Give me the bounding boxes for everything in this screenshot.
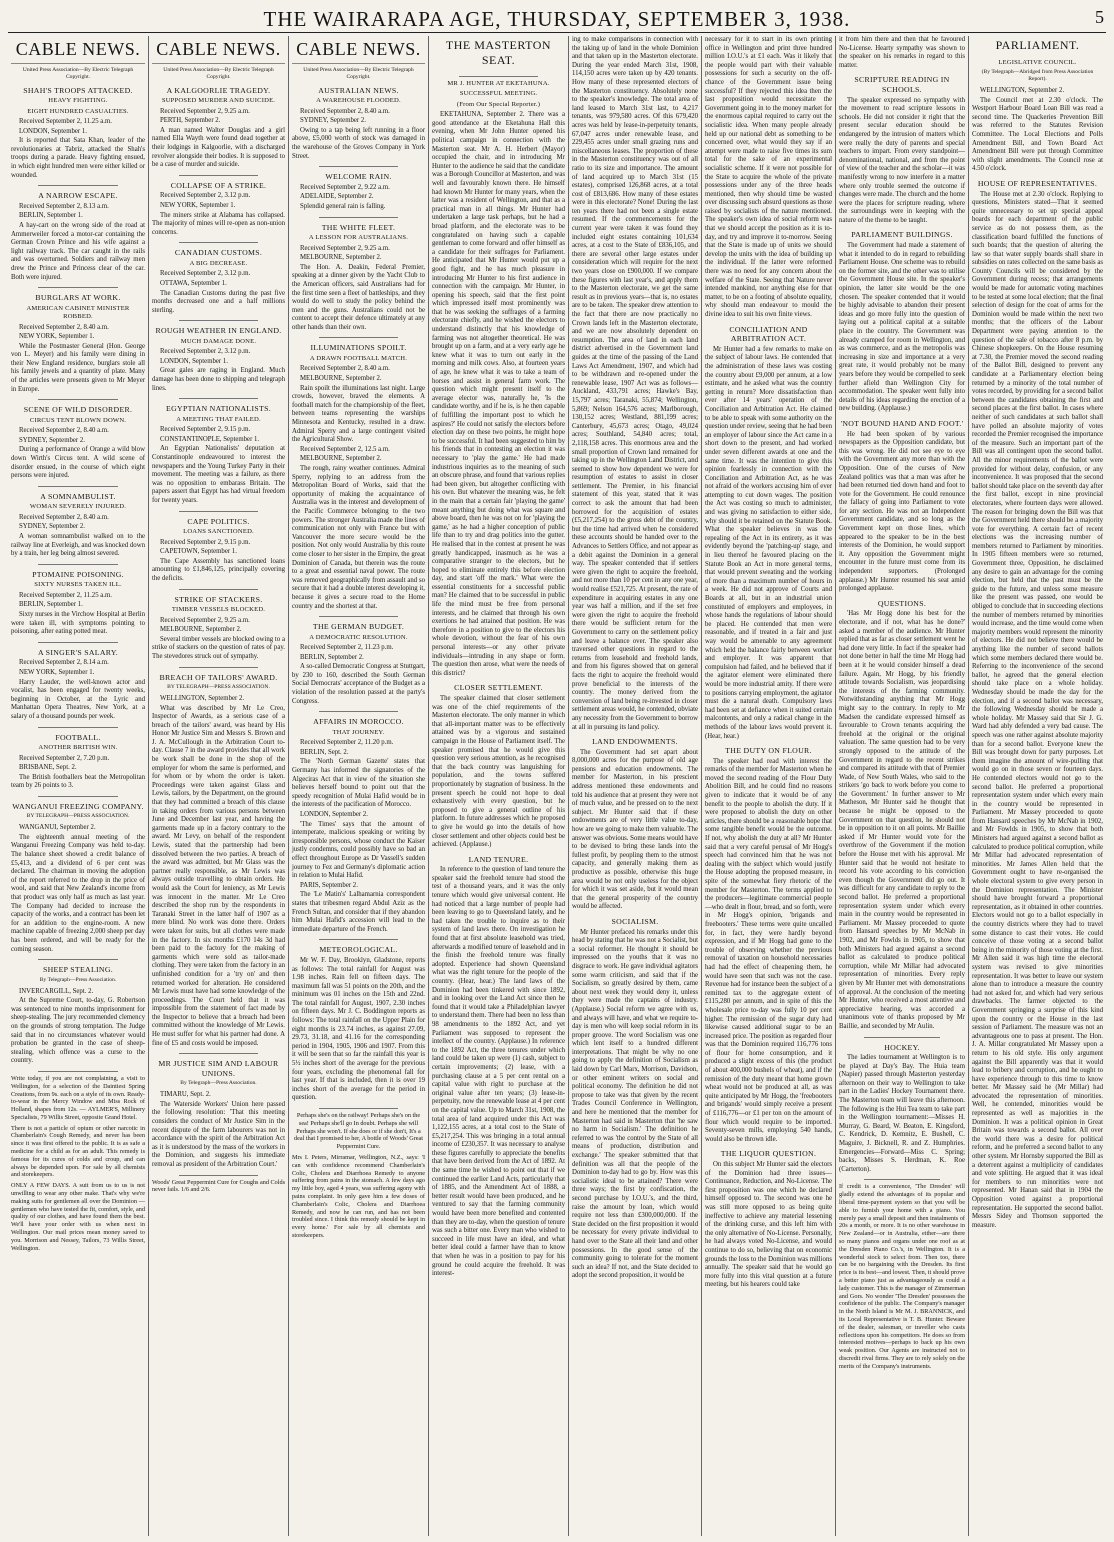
place-line: SYDNEY, September 2. — [300, 117, 366, 125]
place-line: CONSTANTINOPLE, September 1. — [160, 435, 260, 443]
divider — [319, 337, 399, 338]
article-heading: FOOTBALL. — [55, 732, 101, 742]
article-subheading: A DEMOCRATIC RESOLUTION. — [309, 633, 408, 641]
article-heading: METEOROLOGICAL. — [319, 945, 398, 955]
article-heading: WANGANUI FREEZING COMPANY. — [12, 801, 144, 811]
article-heading: A NARROW ESCAPE. — [38, 191, 118, 201]
place-line: MELBOURNE, September 2. — [300, 375, 382, 383]
article-body: EKETAHUNA, September 2. There was a good attendance at the Eketahuna Hall this evening, when Mr John Hunter opened his political campaign in connection with the Masterton seat. Mr A. H. Herbert (Mayor) occupied the chair, and in introducing Mr Hunter to the audience he said that the candidate was a Borough Councillor at Masterton, and was well and favourably known there. He himself had known Mr Hunter for many years, when the latter was a resident of Wellington, and that as a practical man in all things. Mr Hunter had undertaken a large task perhaps, but he had a broad platform, and the electorate was to be congratulated on having such a capable gentleman to come forward and offer himself as a candidate for their suffrages for Parliament. He anticipated that Mr Hunter would put up a good fight, and he has much pleasure in introducing Mr Hunter to his first audience in connection with the campaign. Mr Hunter, in opening his speech, said that the first point which impressed itself most prominently was that he was seeking the suffrages of a farming electorate chiefly, and he wished the electors to understand distinctly that his knowledge of farming was not altogether theoretical. He was brought up on a farm, and at a very early age he knew what it was to turn out early in the morning and milk cows. Also, at fourteen years of age, he knew what it was to take a team of horses and assist in general farm work. The question which might present itself to the average elector was, naturally he, 'Is the candidate worthy, and if he is, is he then capable of fulfilling the important post to which he aspires?' He could not satisfy the electors before election day on these two points, he might hope to be successful. It had been suggested to him by his friends that in contesting an election it was necessary to 'play the game.' He had made industrious inquiries as to the meaning of such an obscure phrase, and found that various replies had been given, but altogether conflicting with his own. But whatever the meaning was, he felt in the main that a certain fair 'playing the game' meant anything but doing what was square and above board, then he was not on for 'playing the game,' as he had a higher conception of public life than to try and drag politics into the gutter. He realised that in the contest at present he was greatly handicapped, inasmuch as he was a comparative stranger to the electors, but he hoped to eliminate entirely this before election day, and start 'off the mark.' What were the essential constituents for a successful public man? He claimed that to be successful in public life the mind must be free from personal interests, and he claimed that through his own exertions he had attained that position. He was therefore in a position to give to the electors his whole devotion, without the fear of his own personal interests—or any other private individuals—intruding in any shape or form. The question then arose, what were the needs of this district? — [432, 111, 565, 677]
dateline: Received September 2, 8.40 a.m. — [19, 513, 109, 521]
dateline: Received September 2, 8.40 a.m. — [19, 323, 109, 331]
article-heading: MR JUSTICE SIM AND LABOUR UNIONS. — [158, 1059, 279, 1078]
article-body: ing to make comparisons in connection with the taking up of land in the whole Dominion and that taken up in the Masterton electorate. During the year ended March 31st, 1908, 114,150 acres were taken up by 420 tenants. How many of these represented electors of the Masterton constituency. Absolutely none to the speaker's knowledge. The total area of land leased to March 31st last, to 4,217 tenants, was 979,580 acres. Of this 679,420 acres was held by lease-in-perpetuity tenants, 67,047 acres under renewable lease, and 229,455 acres under small grazing runs and miscellaneous leases. The proportion of these in the Masterton constituency was out of all ratio to its size and importance. The amount of land acquired up to March 31st (15 estates), comprised 126,868 acres, at a total cost of £813,686. How many of these estates were in this electorate? None! During the last ten years there had not been a single estate resumed. If the commencements for the current year were taken it was found they included eight estates containing 101,634 acres, at a cost to the State of £836,105, and there are several other large estates under consideration which will require for the next two years close on £900,000. If we compare these figures with last year's, and apply them to the Masterton electorate, we get the same result as in previous years—that is, no estates are to be taken. The speaker drew attention to the fact that there are now practically no Crown lands left in the Masterton electorate, and we are now absolutely dependent on resumption. The area of land in each land district advertised in the Government land guides at the time of the passing of the Land Laws Act Amendment, 1907, and which had to be withdrawn and re-opened under the renewable lease, 1907 Act was as follows—Auckland, 433,791 acres; Hawke's Bay, 15,797 acres; Taranaki, 55,874; Wellington, 5,869; Nelson 164,576 acres; Marlborough, 130,152 acres; Westland, 881,199 acres; Canterbury, 45,673 acres; Otago, 49,024 acres; Southland, 54,840 acres; total, 2,118,158 acres. This enormous area and the small proportion of Crown land remained for taking up in the Wellington Land District, and seemed to show how dependent we were for resumption of estates to assist in closer settlement. The Premier, in his financial statement of this year, stated that it was correct to ask the amount that had been borrowed for the acquisition of estates (£5,217,254) to the gross debt of the country, but the time had arrived when he considered these accounts should be handed over to the Advances to Settlers Office, and not appear as a debit against the Dominion in a general way. The speaker contended that if settlers were given the right to acquire the freehold, and not more than 10 per cent in any one year, would realise £521,725. At present, the rate of expenditure in acquiring estates in any one year was half a million, and if the set free were given the right to acquire the freehold there would be sufficient return for the Government to carry on the settlement policy and leave a balance over. The speaker also traversed other questions in regard to the returns from leasehold and freehold lands, and from his figures showed that on general facts the right to acquire the freehold would prove beneficial to the interests of the country. The money derived from the conversion of land being re-invested in closer settlement areas would, he contended, obviate any necessity from the Government to borrow at all in pursuing its land policy. — [572, 36, 698, 731]
article-body: A man named Walter Douglas and a girl named Ella Wayth were found dead together at their lodgings in Kalgoorlie, with a discharged revolver alongside their bodies. It is supposed to be a case of murder and suicide. — [152, 126, 285, 169]
divider — [319, 711, 399, 712]
divider — [38, 486, 118, 487]
article-heading: CANADIAN CUSTOMS. — [174, 248, 263, 258]
place-line: WELLINGTON, September 2. — [160, 694, 245, 702]
place-line: MELBOURNE, September 2. — [300, 455, 382, 463]
column-cable-news-3 — [289, 36, 429, 1536]
article-body: Sixty nurses in the Virchow Hospital at Berlin were taken ill, with symptoms pointing to poisoning, after eating potted meat. — [11, 610, 145, 636]
article-subheading: THAT JOURNEY. — [332, 728, 385, 736]
article-heading: WELCOME RAIN. — [325, 172, 392, 182]
divider — [459, 76, 539, 77]
dateline: Received September 2, 9.15 p.m. — [160, 426, 251, 434]
dateline: Received September 2, 8.13 a.m. — [19, 202, 109, 210]
dateline: Received September 2, 3.12 p.m. — [160, 348, 251, 356]
divider — [38, 796, 118, 797]
article-heading: ILLUMINATIONS SPOILT. — [310, 343, 407, 353]
article-body: In reference to the question of land tenure the speaker said the freehold tenure had stood the test of a thousand years, and it was the only tenure which would give universal content. He had noticed that a large number of people had been leaving to go to Queensland lately, and he had taken the trouble to inquire as to their system of land laws there. On investigation he found that at first absolute leasehold was tried, afterwards a modified tenure of leasehold and in the finish the freehold tenure was finally adopted. Experience had shown Queensland what was the right tenure for the people of the country. (Hear, hear.) The land laws of the Dominion had been tinkered with since 1892, and in looking over the Land Act since then he found that it would take a Philadelphian lawyer to understand them. There had been no less than 98 amendments to the 1892 Act, and yet Parliament was supposed to represent the intellect of the country. (Applause.) In reference to the 1892 Act, the three tenures under which land could be taken up were (1) cash, subject to certain improvements; (2) lease, with a purchasing clause at a 5 per cent rental on a capital value with right to purchase at the original value after ten years; (3) lease-in-perpetuity, now the renewable lease at 4 per cent on the capital value. Up to March 31st, 1908, the total area of land acquired under this Act was 1,122,155 acres, at a total cost to the State of £5,217,254. This was bringing in a total annual income of £230,357. It was necessary to analyse these figures carefully to appreciate the benefits that have been derived from the Act of 1892. At the same time he wished to point out that if we continued the earlier Land Acts, particularly that of 1885, and the Amendment Act of 1888, a better result would have been produced, and he ventured to say that the farming community would have been more benefited and contented than they are to-day, when the question of tenure was such a bitter one. Every man who wished to succeed in life must have an ideal, and what better ideal could a farmer have than to know that when he was in a position to pay for his ground he could acquire the freehold. It was interest- — [432, 866, 565, 1278]
dateline: Received September 2, 11.20 p.m. — [300, 739, 394, 747]
article-body: The Government had made a statement of what it intended to do in regard to rebuilding Parliament House. One scheme was to rebuild on the former site, and the other was to utilise the Government House site. In the speaker's opinion, the latter site would be the one chosen. The speaker contended that it would be highly advisable to abandon their present ideas and go more fully into the question of laying out a political capital at a suitable place in the country. The Government was already cramped for room in Wellington, and as was commerce, and as the metropolis was increasing in size and importance at a very great rate, it would probably not be many years before they would be compelled to seek further afield than Wellington City for accommodation. The speaker went fully into details of his ideas regarding the erection of a new building. (Applause.) — [839, 242, 965, 413]
divider — [179, 175, 259, 176]
column-cable-news-2 — [149, 36, 289, 1536]
article-body: The Canadian Customs during the past five months decreased one and a half millions sterling. — [152, 289, 285, 314]
place-line: LONDON, September 1. — [19, 127, 87, 135]
article-heading: HOCKEY. — [884, 1042, 920, 1052]
section-heading: 'NOT BOUND HAND AND FOOT.' — [840, 418, 964, 428]
divider — [38, 287, 118, 288]
article-body: The 'North German Gazette' states that Germany has informed the signatories of the Algeciras Act that in view of the situation she believes herself bound to point out that the speedy recognition of Mulai Hafid would be in the interests of the pacification of Morocco. — [292, 758, 425, 809]
divider — [864, 1037, 940, 1038]
article-body: The Hon. A. Deakin, Federal Premier, speaking at a dinner given by the Yacht Club to the American officers, said Australians had for the first time seen a fleet of battleships, and they would do well to study the policy behind the men and the guns. Australians could not be content to accept their defence ultimately at any other hands than their own. — [292, 263, 425, 331]
article-body: It is reported that Sata Khan, leader of the revolutionaries at Tabriz, attacked the Shah's troops during a parade. Heavy fighting ensued, in which eight hundred men were either killed or wounded. — [11, 137, 145, 179]
dateline: Received September 2, 11.25 a.m. — [19, 591, 112, 599]
place-line: WANGANUI, September 2. — [19, 824, 96, 832]
article-body: Owing to a tap being left running in a floor above, £5,000 worth of stock was damaged in the warehouse of the Groves Company in York Street. — [292, 126, 425, 160]
article-body: On this subject Mr Hunter said the electors of the Dominion had three issues—Continuance, Reduction, and No-License. The first proposition was one which he declared himself opposed to. The second was one he was still more opposed to as being quite ineffective to achieve any material lessening of the drinking curse, and this left him with the only alternative of No-License. Personally, he had always voted No-License, and would continue to do so, believing that on economic grounds the loss to the Dominion was millions annually. The speaker said that he would go more fully into this vital question at a future meeting, but his hearers could take — [705, 1161, 832, 1289]
divider — [38, 1071, 118, 1072]
column-title: CABLE NEWS. — [152, 38, 285, 64]
dateline: Received September 2, 9.15 p.m. — [160, 538, 251, 546]
place-line: TIMARU, Sept. 2. — [160, 1091, 211, 1099]
place-line: WELLINGTON, September 2. — [980, 87, 1065, 94]
section-heading: LAND TENURE. — [468, 854, 529, 864]
article-subheading: SUCCESSFUL MEETING. — [459, 90, 538, 98]
dateline: Received September 2, 8.14 a.m. — [19, 659, 109, 667]
advertisement: ONLY A FEW DAYS. A suit from us to us is not unwilling to wear any other make. That's why we're making suits for gentlemen all over the Dominion — gentlemen who have tested the fit, comfort, style, and quality of our clothes, and have found them the best. We'll have your order with us when next in Wellington. Our mail prices mean money saved to you. Morrison and Nessey, Tailors, 73 Willis Street, Wellington. — [11, 1182, 145, 1252]
article-body: The British footballers beat the Metropolitan team by 26 points to 3. — [11, 773, 145, 790]
divider — [179, 1175, 259, 1176]
article-body: An Egyptian Nationalists' deputation at Constantinople endeavoured to interest the newspapers and the Young Turkey Party in their movement. The meeting was a failure, as there was no opposition to embarass Britain. The papers assert that Egypt has had virtual freedom for twenty years. — [152, 445, 285, 504]
article-body: 'The Times' says that the amount of intemperate, malicious speaking or writing by irresponsible persons, whose conduct the Kaiser justly condemns, could possibly have so bad an effect throughout Europe as Dr Vassell's sudden journey to Fez and Germany's diplomatic action in relation to Mulai Hafid. — [292, 820, 425, 880]
place-line: BERLIN, Sept. 2. — [300, 748, 349, 756]
advertisement: Write today, if you are not complaining, a visit to Wellington, for a selection of the Daintiest Spring Creations, from 9s. each on a style of its own. Ready-to-wear in the Mercy Window and Miss Rock of Holland, shapes from 12s. — AYLMER'S, Millinery Specialists, 79 Willis Street, opposite Grand Hotel. — [11, 1074, 145, 1121]
article-subheading: LOANS SANCTIONED. — [183, 528, 254, 536]
place-line: LONDON, September 1. — [160, 357, 228, 365]
article-heading: A KALGOORLIE TRAGEDY. — [166, 85, 271, 95]
article-body: While the Postmaster General (Hon. George von L. Meyer) and his family were dining in their New England residence, burglars stole all his family jewels and a quantity of plate. Many of the articles were presents given to Mr Meyer in Europe. — [11, 342, 145, 393]
divider — [179, 320, 259, 321]
article-body: He had been spoken of by various newspapers as the Opposition candidate, but this was wrong. He did not see eye to eye with the Government any more than with the Opposition. One of the curses of New Zealand politics was that a man was after he had been returned tied down hand and foot to vote for the Government. He could renounce the fallacy of going into Parliament to vote for any section. He was not an Independent Government candidate, and so long as the Government kept on those lines, which appeared to the speaker to be in the best interests of the Dominion, he would support it. Any opposition the Government might encounter in the future must come from its independent supporters. (Prolonged applause.) Mr Hunter resumed his seat amid prolonged applause. — [839, 430, 965, 593]
article-body: The Council met at 2.30 o'clock. The Westport Harbour Board Loan Bill was read a second time. The Quackeries Prevention Bill was referred to the Statutes Revision Committee. The Local Elections and Polls Amendment Bill, and Town Board Act Amendment Bill were put through Committee with slight amendments. The Council rose at 4.50 o'clock. — [972, 96, 1103, 173]
article-body: Mr Hunter prefaced his remarks under this head by stating that he was not a Socialist, but a social reformer. He thought it should be impressed on the youths that it was no disgrace to work. He gave individual agitators some warm criticism, and said that if the Socialism, so greatly desired by them, came about next week they would deny it, unless they were made the captains of industry. (Applause.) Social reform we agree with us, and always will have, and what we require to-day is men who will keep social reform in its proper groove. The word Socialism was one which lent itself to a hundred different interpretations. That might be why no one going to apply the definition of Socialism as laid down by Carl Marx, Morrison, Davidson, or other eminent writers on social and political economy. The definition he did not propose to take was that given by the recent Trades Council Conference in Wellington, and here he mentioned that the member for Masterton had said in Masterton that 'he saw no harm in Socialism.' The definition he referred to was 'the control by the State of all means of production, distribution and exchange.' The speaker submitted that that definition was all that the people of the Dominion to-day had to go by. How was this socialistic ideal to be attained? There were three ways; the first by confiscation, the second purchase by I.O.U.'s, and the third, raise the amount by loan, which would require not less than £300,000,000. If the State decided on the first proposition it would be necessary for every private individual to hand over to the State all their land and other possessions. In the good sense of the community going to tolerate for the moment such an idea? If not, and the State decided to adopt the second proposition, it would be — [572, 928, 698, 1280]
article-heading: STRIKE OF STACKERS. — [174, 594, 263, 604]
place-line: NEW YORK, September 1. — [160, 201, 236, 209]
section-heading: SOCIALISM. — [611, 916, 659, 926]
place-line: MELBOURNE, September 2. — [300, 254, 382, 262]
section-heading: HOUSE OF REPRESENTATIVES. — [977, 178, 1098, 188]
article-body: The eighteenth annual meeting of the Wanganui Freezing Company was held to-day. The balance sheet showed a credit balance of £5,413, and a dividend of 6 per cent was declared. The chairman in moving the adoption of the report referred to the drop in the price of wool, and said that New Zealand's income from that product was only half as much as last year. The Company had decided to increase the capacity of the works, and a contract has been let for an addition to the engine-room. A new machine capable of freezing 2,000 sheep per day has been ordered, and will be ready for the coming season. — [11, 833, 145, 953]
article-body: Rain spoilt the illuminations last night. Large crowds, however, braved the elements. A football match for the championship of the fleet, between teams representing the warships Minnesota and Kentucky, resulted in a draw. Admiral Sperry and a large contingent visited the Agricultural Show. — [292, 384, 425, 444]
dateline: Received September 2, 11.23 p.m. — [300, 644, 394, 652]
section-heading: PARLIAMENT BUILDINGS. — [851, 230, 953, 240]
masthead — [8, 6, 1106, 33]
article-heading: CAPE POLITICS. — [187, 516, 250, 526]
article-body: The speaker claimed that closer settlement was one of the chief requirements of the Masterton electorate. The only manner in which that all-important matter was to be effectively attained was by a vigorous and sustained campaign in the House of Parliament itself. The speaker promised that he would give this question very serious attention, as he recognised that the back country was languishing for population, and the towns suffered proportionately by stagnation of business. In the present speech he could not hope to deal exhaustively with every question, but he proposed to give a general outline of his platform. In future addresses which he proposed to give he would go into the details of how closer settlement and other objects could best be achieved. (Applause.) — [432, 695, 565, 849]
advertisement: Woods' Great Peppermint Cure for Coughs and Colds never fails. 1/6 and 2/6. — [152, 1178, 285, 1194]
page-number: 5 — [1095, 7, 1104, 27]
divider — [319, 166, 399, 167]
divider — [179, 589, 259, 590]
article-subheading: ANOTHER BRITISH WIN. — [38, 744, 118, 752]
article-heading: A SINGER'S SALARY. — [37, 647, 119, 657]
press-credit: (By Telegraph—Abridged from Press Association Report). — [981, 69, 1094, 83]
article-body: At the Supreme Court, to-day, G. Robertson was sentenced to nine months imprisonment for sheep-stealing. The jury recommended clemency on the grounds of strong temptation. The Judge said that in no circumstances whatever would probation be granted in the case of sheep-stealing, which offence was a curse to the country. — [11, 997, 145, 1065]
article-subheading: (From Our Special Reporter.) — [456, 100, 541, 108]
article-subheading: CIRCUS TENT BLOWN DOWN. — [29, 416, 127, 424]
article-heading: EGYPTIAN NATIONALISTS. — [166, 404, 271, 414]
column-title: CABLE NEWS. — [292, 38, 425, 64]
column-masterton-seat-cont-3 — [836, 36, 969, 1536]
article-subheading: A BIG DECREASE. — [189, 259, 248, 267]
dateline: Received September 2, 9.25 a.m. — [160, 616, 250, 624]
column-cable-news-1 — [8, 36, 149, 1536]
article-body: The speaker expressed no sympathy with the movement to read scripture lessons in schools. He did not consider it right that the present secular education should be endangered by the intrusion of matters which were really the duty of parents and special teachers to impart. From every standpoint—denominational, national, and from the point of view of the teacher and the scholar—it was manifestly wrong to now interfere in a matter where only trouble seemed the outcome if changes were made. The church and the home were the places for scripture reading, where the surroundings were in keeping with the nature of the theme to be taught. — [839, 96, 965, 224]
place-line: ADELAIDE, September 2. — [300, 193, 374, 201]
article-body: The speaker had read with interest the remarks of the member for Masterton when he moved the second reading of the Flour Duty Abolition Bill, and he could find no reasons given to indicate that it would be of any benefit to the people to abolish the duty. If it were proposed to abolish the duty on other articles, there should be a reasonable hope that some tangible benefit would be the outcome. If not, why abolish the duty at all? Mr Hunter said that a very careful perusal of Mr Hogg's speech had convinced him that he was not dealing with the subject which would justify the House adopting the proposed measure, in spite of the somewhat fiery rhetoric of the member for Masterton. The terms applied to the producers—legitimate commercial people—who dealt in flour, bread, and so forth, were in Mr Hogg's opinion, 'brigands and freebooters.' These terms were quite uncalled for, in fact, they were hardly beyond expression, and if Mr Hogg had gone to the trouble of observing whether the previous removal of taxation on household necessaries had had the effect of cheapening them, he would have seen that such was not the case. Revenue had for instance been the subject of a remitted tax to the aggregate extent of £115,280 per annum, and in spite of this the wholesale price to-day was fully 10 per cent higher. The remission of the sugar duty had likewise caused additional sugar to be an increased price. The position as regarded flour was that the Dominion required 116,776 tons of flour for home consumption, and it produced a slight excess of this (the product of about 400,000 bushels of wheat), and if the remission of the duty meant that home grown wheat would not be produced at all, as was quite anticipated by Mr Hogg, the 'freebooters and brigands' would simply receive a present of £116,776—or £1 per ton on the amount of flour which would require to be imported. Seventy-seven mills, employing 540 hands, would also be thrown idle. — [705, 757, 832, 1143]
column-masterton-seat — [429, 36, 569, 1536]
place-line: SYDNEY, September 2. — [19, 436, 85, 444]
place-line: OTTAWA, September 1. — [160, 279, 227, 287]
article-body: Harry Lauder, the well-known actor and vocalist, has been engaged for twenty weeks, beginning in October, at the Lyric and Manhattan Opera Theatres, New York, at a salary of a thousand pounds per week. — [11, 678, 145, 720]
divider — [319, 217, 399, 218]
dateline: Received September 2, 12.5 a.m. — [300, 445, 390, 453]
article-subheading: A MEETING THAT FAILED. — [176, 415, 261, 423]
section-heading: SCRIPTURE READING IN SCHOOLS. — [854, 75, 950, 94]
article-subheading: HEAVY FIGHTING. — [48, 97, 108, 105]
section-heading: QUESTIONS. — [877, 598, 927, 608]
dateline: Received September 2, 8.40 a.m. — [300, 365, 390, 373]
article-subheading: A WAREHOUSE FLOODED. — [316, 97, 401, 105]
article-heading: AFFAIRS IN MOROCCO. — [313, 717, 404, 727]
divider — [179, 667, 259, 668]
article-body: The rough, rainy weather continues. Admiral Sperry, replying to an address from the Metropolitan Board of Works, said that the opportunity of making the acquaintance of Australia was in the interest and development of the Pacific Commerce belonging to the two powers. The stronger Australia made the lines of communication not only with France but with Vancouver the more secure would be the position. Not only would Australia by this route come closer to her sister in the Empire, the great Dominion of Canada, but therein was the route to a great and essential naval power. The route was removed geographically from assault and so secure that it had a double interest developing it, because it gives a secure road to the Home country and the shortest at that. — [292, 465, 425, 610]
divider — [319, 616, 399, 617]
article-heading: ROUGH WEATHER IN ENGLAND. — [155, 326, 282, 336]
press-credit: BY TELEGRAPH—PRESS ASSOCIATION. — [26, 813, 130, 820]
place-line: BERLIN, September 1. — [19, 601, 83, 609]
divider — [38, 185, 118, 186]
divider — [38, 727, 118, 728]
article-body: The ladies tournament at Wellington is to be played at Day's Bay. The Huia team (Napier) passed through Masterton yesterday afternoon on their way to Wellington to take part in the Ladies' Hockey Tournament there. The Masterton team will leave this afternoon. The following is the Hui Tea team to take part in the Wellington tournament:—Misses H. Murray, G. Beard, W. Beaton, E. Kingsford, C. Kendrick, D. Kemnitz, E. Bushell, C. Maguire, J. Bicknell, R. and Z. Humphries. Emergencies—Forward—Miss C. Spring; backs, Misses S. Herdman, K. Roe (Carterton). — [839, 1054, 965, 1173]
article-heading: BURGLARS AT WORK. — [35, 293, 121, 303]
place-line: SYDNEY, September 2. — [19, 523, 85, 531]
place-line: NEW YORK, September 1. — [19, 333, 95, 341]
column-masterton-seat-cont-1 — [569, 36, 702, 1536]
article-subheading: SIXTY NURSES TAKEN ILL. — [34, 581, 122, 589]
divider — [179, 242, 259, 243]
section-heading: THE DUTY ON FLOUR. — [725, 746, 812, 756]
article-body: Several timber vessels are blocked owing to a strike of stackers on the question of rates of pay. The stevedores struck out of sympathy. — [152, 635, 285, 660]
article-subheading: TIMBER VESSELS BLOCKED. — [171, 606, 266, 614]
article-body: it from him there and then that he favoured No-License. Hearty sympathy was shown to the speaker on his remarks in regard to this matter. — [839, 36, 965, 69]
press-credit: By Telegraph—Press Association. — [39, 976, 117, 983]
column-masterton-seat-cont-2 — [702, 36, 836, 1536]
divider — [38, 399, 118, 400]
article-heading: AUSTRALIAN NEWS. — [318, 85, 399, 95]
article-subheading: SUPPOSED MURDER AND SUICIDE. — [161, 97, 276, 105]
article-body: Mr W. F. Day, Brooklyn, Gladstone, reports as follows: The total rainfall for August was 1.98 inches. Rain fell on fifteen days. The maximum fall was 51 points on the 20th, and the minimum was 01 inches on the 15th and 22nd. The total rainfall for August, 1907, 2.30 inches on fifteen days. Mr J. C. Boddington reports as follows: The total rainfall on the Upper Plain for eight months is 23.74 inches, as against 27.09, 29.73, 31.18, and 41.16 for the corresponding period in 1904, 1905, 1906 and 1907. From this it will be seen that so far the rainfall this year is 5½ inches short of the average for the previous four years, excluding the phenomenal fall for last year. If that is included, then it is over 19 inches short of the average for the period in question. — [292, 956, 425, 1102]
dateline: Received September 2, 8.40 a.m. — [19, 427, 109, 435]
place-line: CAPETOWN, September 1. — [160, 548, 237, 556]
article-heading: A SOMNAMBULIST. — [40, 491, 116, 501]
advertisement: There is not a particle of opium or other narcotic in Chamberlain's Cough Remedy, and never has been since it was first offered to the public. It is as safe a medicine for a child as for an adult. This remedy is famous for its cures of colds and croup, and can always be depended upon. For sale by all chemists and storekeepers. — [11, 1124, 145, 1179]
article-body: The House met at 2.30 o'clock. Replying to questions, Ministers stated—That it seemed quite unnecessary to set up special appeal boards for each department of the public service as do not possess them, as the classification board fulfilled the functions of such boards; that the question of altering the law so that water supply boards shall share in subsidies on rates collected on the same basis as County Councils will be considered by the Government during recess; that arrangements would be made for automatic voting machines to be tested at some local election; that the final selection of design for the coat of arms for the Dominion would be made within the next two months; that the officers of the Labour Department were paying attention to the question of the sale of tobacco after 8 p.m. by Chinese shopkeepers. On the House resuming at 7.30, the Premier moved the second reading of the Ballot Bill, designed to prevent any candidate at a Parliamentary election being returned by a minority of the total number of votes recorded, by providing for a second ballot between the candidates obtaining the first and second places at the first ballot. In cases where neither of such candidates at such ballot shall have polled an absolute majority of votes recorded the Premier recognised the importance of the measure. Such an important part of the Bill was all contingent upon the second ballot. All the minor requirements of the ballot were provided for without delay, confusion, or any inconvenience. It was proposed that the second ballot should take place on the seventh day after the first ballot, except in nine provincial electorates, where fourteen days were allowed. The reason for bringing down the Bill was that the Government held there should be a majority vote for everything. A certain fact of recent elections was the increasing number of members returned to Parliament by minorities. In 1905 fifteen members were so returned, Government three, Opposition, he disclaimed any desire to gain an advantage for the coming election, but held that the past must be the guide to the future, and unless some measure like the present was passed, one would be obliged to conclude that in succeeding elections the number of members returned by minorities would increase, and the time would come when majority members would represent the minority of electors. He did not believe there would be anything like the number of second ballots which some members declared there would be. Referring to the inconvenience of the second ballot, he agreed that the general election should take place on a whole holiday. Wednesday should be made the day for the election, and if a second ballot was necessary, the following Wednesday should be made a whole holiday. Mr Massey said that Sir J. G. Ward had ably defended a very bad cause. The speech was one rather against absolute majority than for a second ballot. Everyone knew the Bill was brought down for party purposes. Let them imagine the amount of wire-pulling that would go on in those seven or fourteen days. He contended electors would not go to the second ballot. He preferred a proportional representation system under which every main in the country would be represented in Parliament. Mr Massey proceeded to quote from Hansard speeches by Mr McNab in 1902, and Mr Fowlds in 1905, to show that both Ministers had argued against a second ballot as calculated to produce political corruption, while Mr Millar had advocated representation of minorities. Mr James Allen held that the Government ought to have re-organised the whole electoral system to give every person in the Dominion representation. The Minister should have brought forward a proportional representation, as it obtained in other countries. Electors would not go to a ballot especially in the country districts where they had to travel some distance to cast their votes. He could conceive of those voting at a second ballot being in the minority of those voting at the first. Mr Allen said it was high time the electoral system was revised to give minorities representation. It was better to leave our system alone than to introduce a measure the country had not asked for, and which had very serious drawbacks. The farmer objected to the Government springing a surprise of this kind upon the country or the House in the last session of Parliament. The measure was not an advantageous one to pass at present. The Hon. J. A. Millar congratulated Mr Massey upon a return to his old style. His only argument against the Bill apparently was that it would lead to bribery and corruption, and he ought to have experience through to this time to know better. Mr Massey said he (Mr Millar) had advocated the representation of minorities. Well, he contended, minorities would be represented as well as majorities in the Dominion. It was a political opinion in Great Britain was towards a second ballot. All over the world there was a desire for political reform, and he preferred a second ballot to any other system. Mr Hornsby supported the Bill as a deterrent against a multiplicity of candidates and vote splitting. He argued that it was ideal for members to run minorities were not represented. Mr Hanan said that in 1904 the Opposition voted against a proportional representation. He supported the second ballot. Messrs Sidey and Thomson supported the measure. — [972, 190, 1103, 1229]
article-body: The 'Le Matin's' Lalhamarnia correspondent states that tribesmen regard Abdul Aziz as the French Sultan, and consider that if they abandon him Mulai Hafid's accession will lead to the immediate departure of the French. — [292, 891, 425, 933]
column-title: CABLE NEWS. — [11, 38, 145, 64]
section-heading: LAND ENDOWMENTS. — [592, 737, 678, 747]
divider — [319, 939, 399, 940]
article-body: A so-called Democratic Congress at Stuttgart, by 230 to 160, described the South German Social Democrats' acceptance of the Budget as a violation of the resolution passed at the party's Congress. — [292, 663, 425, 705]
dateline: Received September 2, 9.25 a.m. — [300, 244, 390, 252]
article-body: A woman somnambulist walked on to the railway line at Everleigh, and was knocked down by a train, her leg being almost severed. — [11, 533, 146, 558]
dateline: Received September 2, 11.25 a.m. — [19, 118, 112, 125]
article-heading: PTOMAINE POISONING. — [32, 569, 124, 579]
dateline: Received September 2, 3.12 p.m. — [160, 192, 251, 200]
article-heading: COLLAPSE OF A STRIKE. — [170, 180, 267, 190]
section-heading: THE LIQUOR QUESTION. — [720, 1149, 817, 1159]
article-subheading: EIGHT HUNDRED CASUALTIES. — [27, 107, 129, 115]
divider — [38, 642, 118, 643]
place-line: NEW YORK, September 1. — [19, 668, 95, 676]
dateline: Received September 2, 9.22 a.m. — [300, 183, 390, 191]
article-body: The miners strike at Alabama has collapsed. The majority of mines will re-open as non-union concerns. — [152, 211, 285, 236]
advertisement: Perhaps she's on the railway! Perhaps she's on the sea! Perhaps she'll go In doubt. Perhaps she will Perhaps she won't. If she does or if she don't, It's a deal that I promised to her, A bottle of Woods' Great Peppermint Cure. — [294, 1112, 423, 1151]
place-line: PERTH, September 2. — [160, 117, 221, 125]
article-subheading: WOMAN SEVERELY INJURED. — [29, 503, 127, 511]
divider — [38, 959, 118, 960]
place-line: BERLIN, September 1. — [19, 212, 83, 220]
place-line: BRISBANE, Sept. 2. — [19, 764, 77, 772]
section-heading: CONCILIATION AND ARBITRATION ACT. — [729, 324, 808, 344]
newspaper-title: THE WAIRARAPA AGE, THURSDAY, SEPTEMBER 3, 1938. — [263, 7, 851, 31]
divider — [179, 398, 259, 399]
article-heading: BREACH OF TAILORS' AWARD. — [159, 672, 278, 682]
dateline: Received September 2, 8.40 a.m. — [300, 107, 390, 115]
article-heading: SCENE OF WILD DISORDER. — [23, 405, 133, 415]
press-credit: United Press Association—By Electric Telegraph Copyright. — [22, 67, 134, 80]
advertisement: If credit is a convenience, 'The Dresden' will gladly extend the advantages of its popular and liberal time-payment system so that you will be able to furnish your home with a piano. You merely pay a small deposit and then instalments of 20s a month, or more. It is no other warehouse in New Zealand—or in Australia, either—are there so many pianos and organs under one roof as at the Dresden Piano Co.'s, in Wellington. It is a wonderful stock to select from. Then too, there can be no bargaining with the Dresden. Its first price is its best—and lowest. Then, it should prove a better piano just as advantageously as could a lady customer. This is the manager of Zimmerman and Gors. No wonder 'The Dresden' possesses the confidence of the public. The Company's manager in the North Island is Mr M. J. BRANNICK, and its Local Representative is T. B. Hunter. Beware of the dealer, salesman, or traveller who casts reflections upon his competitors. He does so from interested motives—perhaps to back up his own weak position. Our Agents are instructed not to discredit rival firms. They are to rely solely on the merits of the Company's instruments. — [839, 1183, 965, 1370]
dateline: Received September 2, 9.25 a.m. — [160, 107, 250, 115]
dateline: Received September 2, 7.20 p.m. — [19, 754, 110, 762]
column-parliament — [969, 36, 1106, 1536]
article-body: Mr Hunter had a few remarks to make on the subject of labour laws. He contended that the administration of these laws was costing the country about £9,000 per annum, at a low estimate, and he asked what was the country getting in return? More dissatisfaction than ever after 14 years' operation of the Conciliation and Arbitration Act. He claimed to be able to speak with some authority on the question under review, seeing that he had been an employer of labour since the Act came in a short down to the present, and had worked under seven different awards at one and the same time. It was the intention to give this opinion fearlessly in connection with the Conciliation and Arbitration Act, as he was not afraid of the workers accusing him of ever attempting to cut down wages. The position the Act was costing so much to administer, and was giving no satisfaction to either side, why should it be retained on the Statute Book. What the speaker believes in was the repealing of the Act in its entirety, as it was evidently beyond the 'patching-up' stage, and in lieu thereof he favoured placing on the Statute Book an Act in more general terms, that would prevent sweating and the working of more than a maximum number of hours in a week. He did not approve of Courts and Boards at all, but in an industrial union constituted of employers and employees, in whose hands the regulations of labour should be placed. He contended that men were reasonable, and if treated in a fair and just way would be amenable to any agreement which held the balance fairly between worker and employer. It was apparent that compulsion had failed, and he believed that if the agitator element were eliminated there would be more industrial amity. If there were to positions carrying employment, the agitator must die a natural death. Compulsory laws had been set at defiance when it suited certain malcontents, and only a radical change in the methods of the labour laws would prevent it. (Hear, hear.) — [705, 345, 832, 740]
article-body: What was described by Mr Le Creo, Inspector of Awards, as a serious case of a breach of the tailors' award, was heard by His Honor Mr Justice Sim and Messrs S. Brown and J. A. McCullough in the Arbitration Court to-day. Clause 7 in the award provides that all work be work shall be done in the shop of the employer for whom the same is performed, and for whom or by whom the order is taken. Proceedings were taken against Glass and Lewis, tailors, by the Department, on the ground that they had committed a breach of this clause in taking orders from various persons between June and December last year, and having the garments made up in a factory contrary to the award. Mr Levy, on behalf of the respondent Lewis, stated that the partnership had been dissolved between the two parties. A breach of the award was admitted, but Mr Glass was the partner really responsible, as Mr Lewis was always outside travelling to obtain orders. He would ask the Court for leniency, as Mr Lewis was innocent in the matter. Mr Le Creo described the shop run by the respondents in Taranaki Street in the latter half of 1907 as a mere blind. No work was done there. Orders were taken for suits, but all clothes were made in the factory. In six months £170 14s 3d had been paid to the factory for the making of garments which were sold as tailor-made clothing. They were taken from the factory in an unfinished condition for a 'try on' and then returned worked for alteration. He considered Mr Lewis must have had some knowledge of the proceedings. The Court held that it was impossible from the statement of fact made by the Inspector to believe that a breach had been committed without the knowledge of Mr Lewis. He must suffer for what his partner had done. A fine of £5 and costs would be imposed. — [152, 704, 285, 1047]
article-body: The Waterside Workers' Union here passed the following resolution: 'That this meeting considers the conduct of Mr Justice Sim in the recent dispute of the farm labourers was not in accordance with the spirit of the Arbitration Act as it is understood by the mass of the workers in the Dominion, and suggests his immediate removal as president of the Arbitration Court.' — [152, 1100, 285, 1168]
article-subheading: MUCH DAMAGE DONE. — [180, 337, 257, 345]
place-line: INVERCARGILL, Sept. 2. — [19, 987, 94, 995]
press-credit: BY TELEGRAPH—PRESS ASSOCIATION. — [167, 684, 270, 691]
article-heading: THE GERMAN BUDGET. — [312, 622, 405, 632]
divider — [179, 1053, 259, 1054]
article-heading: THE WHITE FLEET. — [321, 222, 396, 232]
article-body: 'Has Mr Hogg done his best for the electorate, and if not, what has he done?' asked a member of the audience. Mr Hunter replied that as far as closer settlement went he had done very little. In fact if the speaker had not done better in half the time Mr Hogg had been at it he would consider himself a dead failure. Again, Mr Hogg, by his friendly attitude towards Socialism, was jeopardising the interests of the farming community. Notwithstanding anything that Mr Hogg might say to the contrary. In reply to Mr Madsen the candidate expressed himself as favourable to Crown tenants acquiring the freehold at the original or the original valuation. The same question had to be very strongly opposed to the attitude of the Government in regard to the recent strikes and compared its attitude with that of Premier Wade, of New South Wales, who said to the strikers 'go back to work before you come to the Government.' In further answer to Mr Matheson, Mr Hunter said he thought that because he might be opposed to the Government on that question, he should not be in opposition to it on all points. Mr Baillie asked if Mr Hunter would vote for the overthrow of the Government if the motion before the House met with his approval. Mr Hunter said that he would not hesitate to record his vote according to his conviction even though the Government did go out. It was difficult for any candidate to reply to the second ballot. He preferred a proportional representation system under which every main in the country would be represented in Parliament. Mr Massey proceeded to quote from Hansard speeches by Mr McNab in 1902, and Mr Fowlds in 1905, to show that both Ministers had argued against a second ballot as calculated to produce political corruption, while Mr Millar had advocated representation of minorities. Every reply given by Mr Hunter met with demonstrations of approval. At the conclusion of the meeting Mr Hunter, who received a most attentive and appreciative hearing, was accorded a unanimous vote of thanks proposed by Mr Baillie, and seconded by Mr Aulin. — [839, 610, 965, 1030]
column-title: PARLIAMENT. — [995, 38, 1080, 52]
article-subheading: AMERICAN CABINET MINISTER ROBBED. — [26, 304, 130, 321]
article-subheading: MR J. HUNTER AT EKETAHUNA. — [447, 80, 550, 87]
article-subheading: A LESSON FOR AUSTRALIANS. — [308, 234, 409, 242]
dateline: Received September 2, 3.12 p.m. — [160, 270, 251, 278]
divider — [38, 564, 118, 565]
article-body: Splendid general rain is falling. — [300, 202, 386, 210]
press-credit: United Press Association—By Electric Telegraph Copyright. — [163, 67, 274, 80]
article-body: During a performance of Orange a wild blow down Wirth's Circus tent. A wild scene of disorder ensued, in the course of which eight persons were injured. — [11, 446, 145, 480]
place-line: LONDON, September 2. — [300, 811, 368, 818]
article-body: The Government had set apart about 8,000,000 acres for the purpose of old age pensions and education endowments. The member for Masterton, in his prescient address mentioned these endowments and told his audience that at present they were not of much value, and he pressed on to the next subject. Mr Hunter said that if these endowments are of very little value to-day, how are we going to make them valuable. The answer was obvious. Some means would have to be devised to bring these lands into the fullest profit, by peopling them to the utmost capacity, and generally making them as productive as possible, otherwise this huge area would be not only useless for the object for which it was set aside, but it would mean that the general prosperity of the country would be affected. — [572, 748, 698, 911]
article-body: Great gales are raging in England. Much damage has been done to shipping and telegraph lines. — [152, 367, 285, 392]
press-credit: United Press Association—By Electric Telegraph Copyright. — [303, 67, 414, 80]
article-heading: SHAH'S TROOPS ATTACKED. — [23, 85, 133, 95]
article-heading: SHEEP STEALING. — [42, 965, 114, 975]
place-line: MELBOURNE, September 2. — [160, 626, 242, 634]
divider — [319, 1108, 399, 1109]
article-subheading: A DRAWN FOOTBALL MATCH. — [309, 355, 408, 363]
divider — [179, 511, 259, 512]
place-line: BERLIN, September 2. — [300, 653, 364, 661]
divider — [864, 1179, 940, 1180]
section-heading: CLOSER SETTLEMENT. — [454, 683, 543, 693]
column-title: THE MASTERTON SEAT. — [445, 38, 552, 67]
advertisement: Mrs I. Peters, Mirramar, Wellington, N.Z., says: 'I can with confidence recommend Chamberlain's Colic, Cholera and Diarrhoea Remedy to anyone suffering from pains in the stomach. A few days ago my little boy, aged 4 years, was suffering agony with pains complaint. In only gave him a few doses of Chamberlain's Colic, Cholera and Diarrhoea Remedy, and now he can run, and has not been troubled since. I think this remedy should be kept in every home.' For sale by all chemists and storekeepers. — [292, 1153, 425, 1239]
press-credit: By Telegraph—Press Association. — [180, 1080, 257, 1087]
article-body: A hay-cart on the wrong side of the road at Ammerweiler forced a motor-car containing the German Crown Prince and his wife against a light railway track. The car caught in the rails and was overturned. Soldiers and railway men drew the Prince and Princess clear of the car. Both were injured. — [11, 221, 145, 281]
article-body: necessary for it to start in its own printing office in Wellington and print three hundred million I.O.U.'s at £1 each. Was it likely that the people would part with their valuable possessions for such a security on the off-chance of the Government issue being successful? If they rejected this idea then the last proposition would necessitate the Government going in to the money market for the enormous capital required to carry out the socialistic idea. When many people already held up our national debt as something to be concerned over, what would they say if an attempt were made to raise five times its sum total for the sake of an experimental socialistic scheme. If it were not possible for the State to acquire the whole of the private possessions under any of the three heads mentioned, then why should time be wasted over discussing such absurd questions as those raised by socialists of the nature mentioned. The speaker's own idea of social reform was that we should accept the position as it is to-day, and try and improve it to-morrow. Seeing that the State is made up of units we should develop the units with the idea of building up the individual. If the latter were reformed there was no need for any concern about the welfare of the State. Seeing that Nature never intended mankind, nor anything else for that matter, to be on a footing of absolute equality, why should man endeavour to mould the divine idea to suit his own finite views. — [705, 36, 832, 318]
place-line: PARIS, September 2. — [300, 881, 358, 889]
article-subheading: LEGISLATIVE COUNCIL. — [998, 59, 1077, 66]
article-body: The Cape Assembly has sanctioned loans amounting to £1,846,125, principally covering the deficits. — [152, 557, 285, 582]
